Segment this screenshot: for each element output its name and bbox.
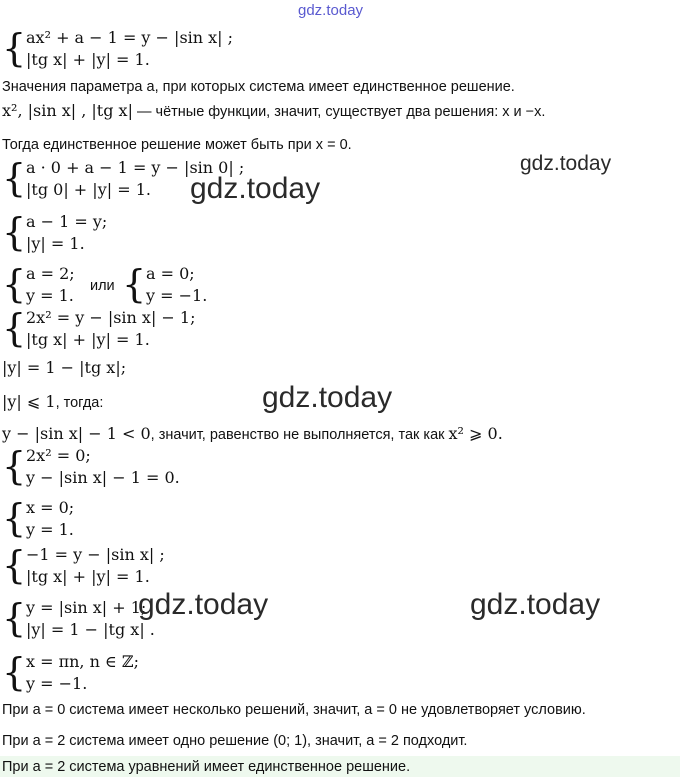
brace-icon: { [2,210,27,254]
equation-line: y = |sin x| + 1; [26,598,147,617]
equation-line: |y| = 1 − |tg x|; [2,358,127,377]
watermark: gdz.today [138,588,269,621]
equation-line: x = 0; [26,498,75,517]
brace-icon: { [122,262,147,306]
equation-line: y = 1. [26,286,74,305]
answer-text: При a = 2 система уравнений имеет единственное решение. [2,759,411,775]
equation-line: y − |sin x| − 1 = 0. [26,468,180,487]
brace-icon: { [2,650,27,694]
watermark: gdz.today [470,588,601,621]
watermark: gdz.today [520,152,612,175]
equation-line: |y| = 1 − |tg x| . [26,620,155,639]
math-inline: x², |sin x| , |tg x| [2,101,133,120]
equation-line: y = 1. [26,520,74,539]
equation-line: a · 0 + a − 1 = y − |sin 0| ; [26,158,245,177]
text-line: Значения параметра a, при которых система имеет единственное решение. [2,79,515,95]
brace-icon: { [2,596,27,640]
text-inline: , значит, равенство не выполняется, так как [150,427,449,443]
text-line [2,392,103,413]
watermark: gdz.today [190,172,321,205]
text-inline: — чётные функции, значит, существует два решения: x и −x. [132,104,546,120]
equation-line: |y| = 1. [26,234,85,253]
or-label: или [90,278,115,294]
brace-icon: { [2,306,27,350]
equation-line: x = πn, n ∈ ℤ; [26,652,139,671]
equation-line: |tg x| + |y| = 1. [26,50,150,69]
brace-icon: { [2,26,27,70]
equation-line: |tg 0| + |y| = 1. [26,180,151,199]
math-inline: |y| ⩽ 1 [2,392,56,411]
text-line: При a = 2 система имеет одно решение (0; 1), значит, a = 2 подходит. [2,733,468,749]
text-line: Тогда единственное решение может быть при x = 0. [2,137,352,153]
equation-line: −1 = y − |sin x| ; [26,545,165,564]
text-line: При a = 0 система имеет несколько решений, значит, a = 0 не удовлетворяет условию. [2,702,586,718]
equation-line: a = 2; [26,264,75,283]
equation-line: 2x² = y − |sin x| − 1; [26,308,196,327]
brace-icon: { [2,444,27,488]
equation-line: 2x² = 0; [26,446,91,465]
equation-line: |tg x| + |y| = 1. [26,567,150,586]
equation-line: ax² + a − 1 = y − |sin x| ; [26,28,234,47]
watermark-top: gdz.today [298,2,364,19]
brace-icon: { [2,156,27,200]
brace-icon: { [2,496,27,540]
math-inline: x² ⩾ 0. [448,424,503,443]
text-inline: , тогда: [55,395,104,411]
brace-icon: { [2,262,27,306]
equation-line: a − 1 = y; [26,212,108,231]
equation-line: a = 0; [146,264,195,283]
text-line [2,101,545,122]
math-inline: y − |sin x| − 1 < 0 [2,424,151,443]
equation-line: y = −1. [26,674,88,693]
text-line [2,424,503,445]
brace-icon: { [2,543,27,587]
watermark: gdz.today [262,381,393,414]
equation-line: |tg x| + |y| = 1. [26,330,150,349]
equation-line: y = −1. [146,286,208,305]
